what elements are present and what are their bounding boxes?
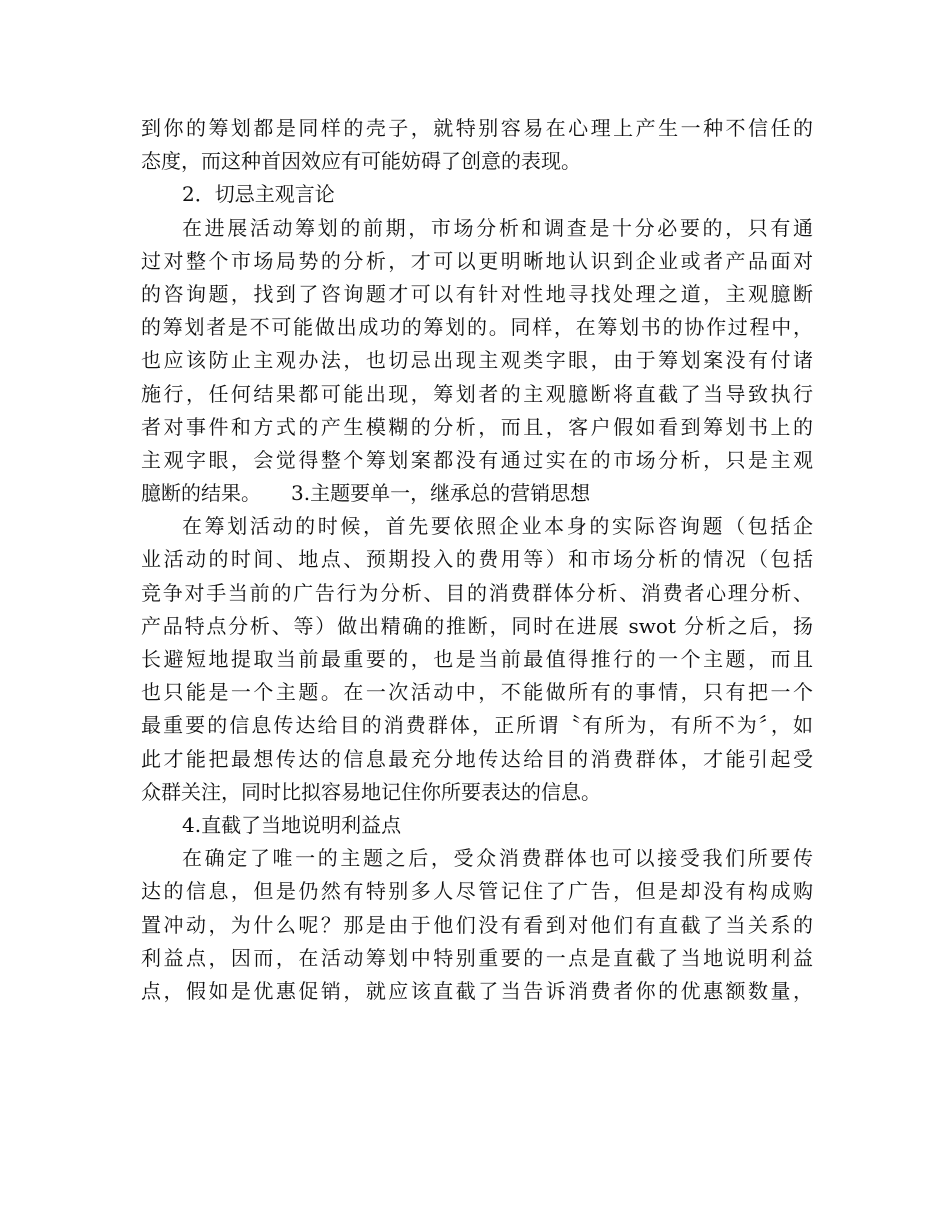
text-line: 4.直截了当地说明利益点 bbox=[182, 812, 402, 837]
text-line: 的筹划者是不可能做出成功的筹划的。同样，在筹划书的协作过程中， bbox=[141, 315, 813, 340]
text-line: 产品特点分析、等）做出精确的推断，同时在进展 swot 分析之后，扬 bbox=[141, 613, 813, 638]
text-line: 长避短地提取当前最重要的，也是当前最值得推行的一个主题，而且 bbox=[141, 647, 813, 671]
text-line: 的咨询题，找到了咨询题才可以有针对性地寻找处理之道，主观臆断 bbox=[141, 281, 813, 306]
text-line: 竞争对手当前的广告行为分析、目的消费群体分析、消费者心理分析、 bbox=[141, 580, 813, 605]
text-line: 最重要的信息传达给目的消费群体，正所谓〝有所为，有所不为〞，如 bbox=[141, 713, 813, 738]
text-line: 也应该防止主观办法，也切忌出现主观类字眼，由于筹划案没有付诸 bbox=[141, 348, 813, 373]
text-line: 过对整个市场局势的分析，才可以更明晰地认识到企业或者产品面对 bbox=[141, 248, 813, 273]
text-line: 利益点，因而，在活动筹划中特别重要的一点是直截了当地说明利益 bbox=[141, 945, 813, 970]
text-line: 业活动的时间、地点、预期投入的费用等）和市场分析的情况（包括 bbox=[141, 547, 813, 572]
text-line: 也只能是一个主题。在一次活动中，不能做所有的事情，只有把一个 bbox=[141, 680, 813, 705]
text-line: 主观字眼，会觉得整个筹划案都没有通过实在的市场分析，只是主观 bbox=[141, 447, 813, 472]
text-line: 2．切忌主观言论 bbox=[182, 182, 335, 207]
text-line: 置冲动，为什么呢？那是由于他们没有看到对他们有直截了当关系的 bbox=[141, 912, 813, 937]
text-line: 在进展活动筹划的前期，市场分析和调查是十分必要的，只有通 bbox=[182, 215, 813, 240]
text-line: 众群关注，同时比拟容易地记住你所要表达的信息。 bbox=[141, 779, 601, 804]
text-line: 者对事件和方式的产生模糊的分析，而且，客户假如看到筹划书上的 bbox=[141, 414, 813, 439]
text-line: 臆断的结果。 3.主题要单一，继承总的营销思想 bbox=[141, 481, 591, 506]
text-line: 到你的筹划都是同样的壳子，就特别容易在心理上产生一种不信任的 bbox=[141, 116, 813, 140]
text-line: 在确定了唯一的主题之后，受众消费群体也可以接受我们所要传 bbox=[182, 846, 813, 871]
document-body bbox=[141, 112, 813, 1008]
text-line: 点，假如是优惠促销，就应该直截了当告诉消费者你的优惠额数量， bbox=[141, 978, 813, 1003]
text-line: 施行，任何结果都可能出现，筹划者的主观臆断将直截了当导致执行 bbox=[141, 381, 813, 406]
text-line: 在筹划活动的时候，首先要依照企业本身的实际咨询题（包括企 bbox=[182, 514, 813, 539]
text-line: 此才能把最想传达的信息最充分地传达给目的消费群体，才能引起受 bbox=[141, 746, 813, 771]
text-line: 态度，而这种首因效应有可能妨碍了创意的表现。 bbox=[141, 149, 581, 174]
text-line: 达的信息，但是仍然有特别多人尽管记住了广告，但是却没有构成购 bbox=[141, 879, 813, 904]
